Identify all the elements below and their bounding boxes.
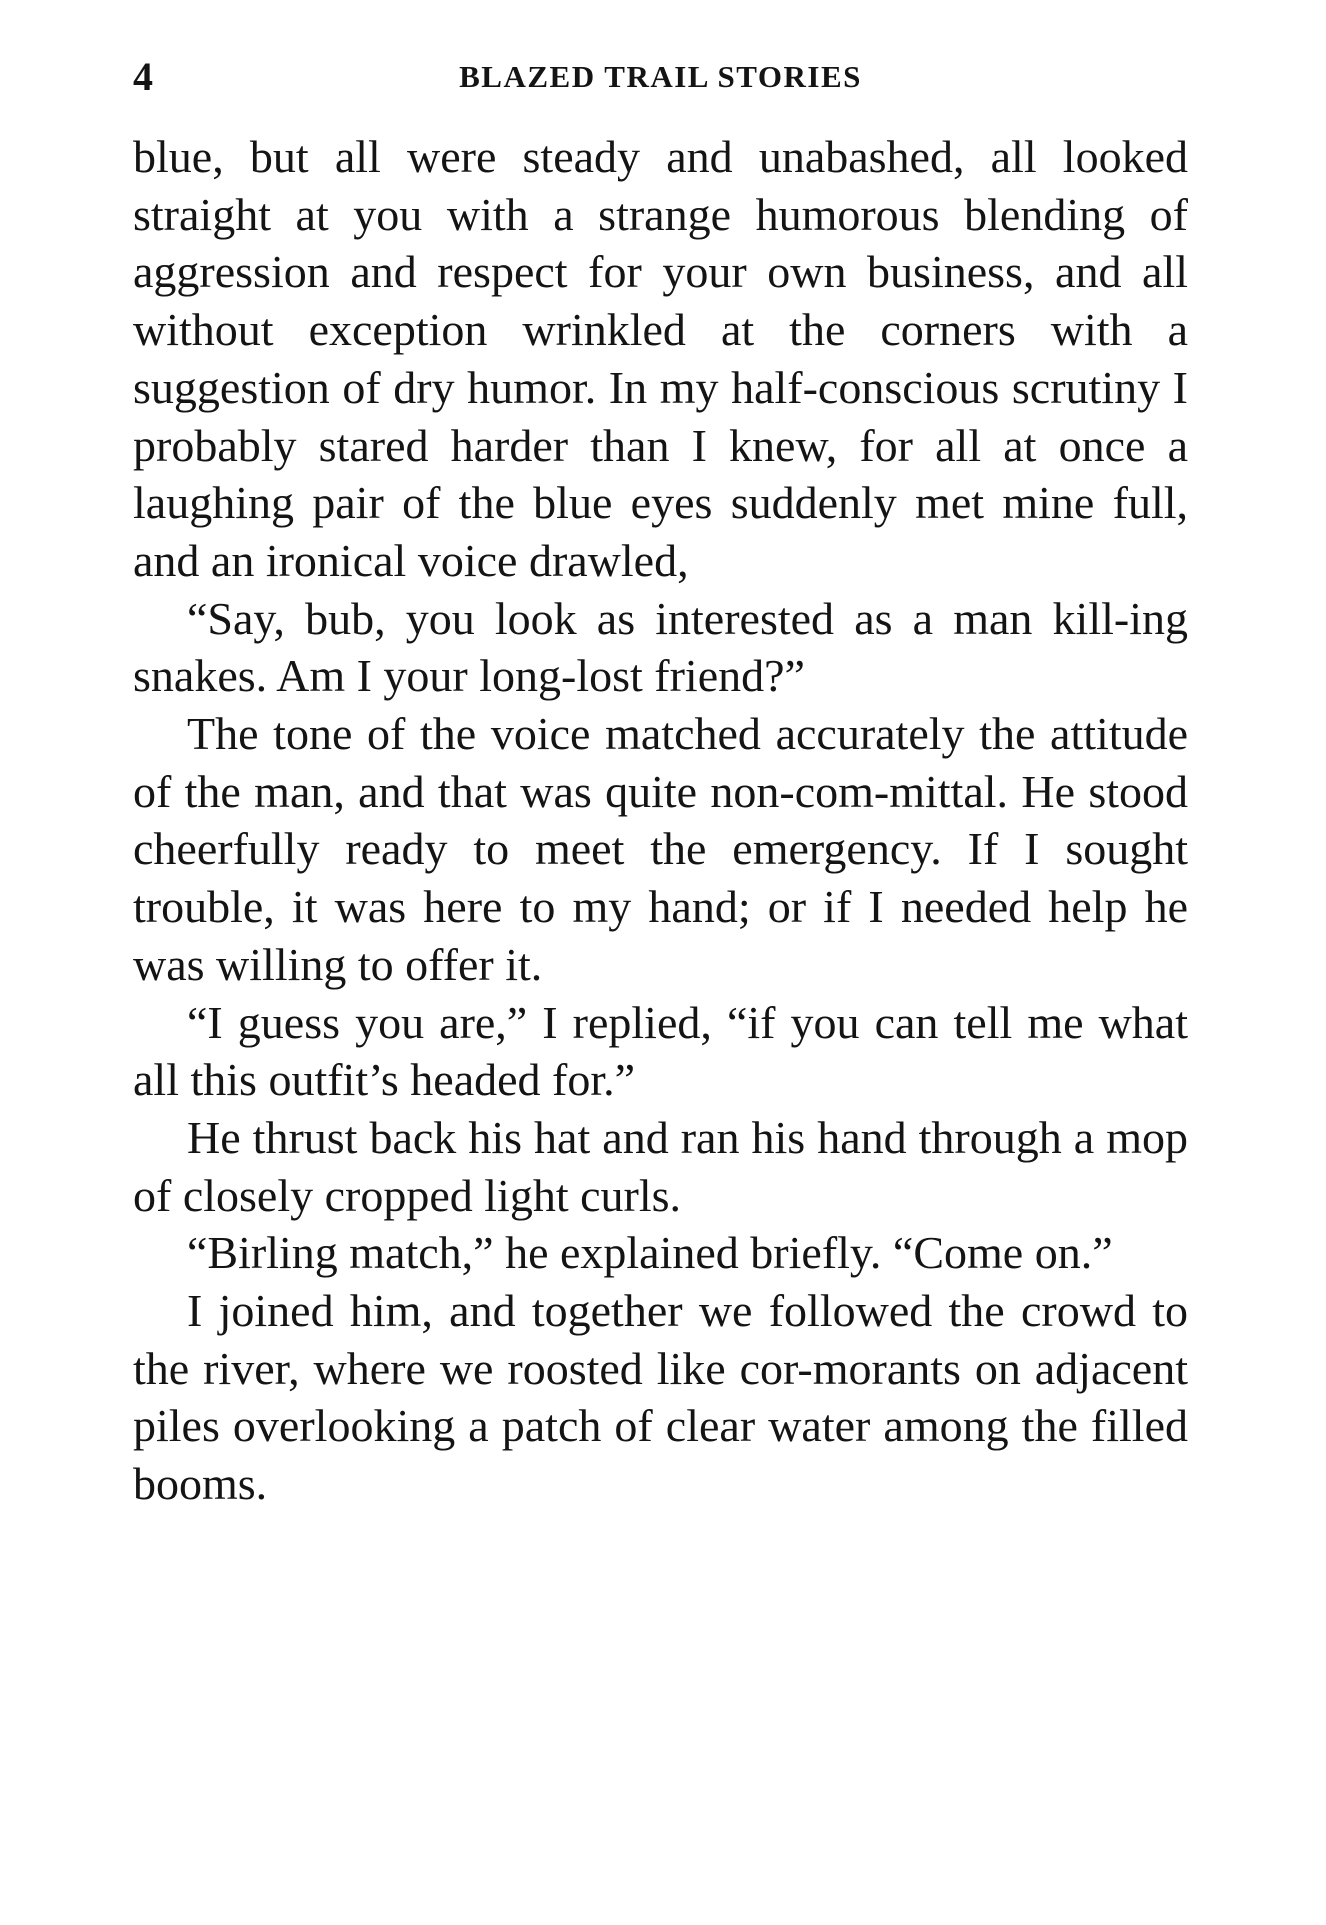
paragraph-dialogue-reply: “I guess you are,” I replied, “if you can tell me what all this outfit’s headed for.”: [133, 996, 1188, 1106]
paragraph-dialogue-stranger: “Say, bub, you look as interested as a man kill-ing snakes. Am I your long-lost friend?”: [133, 592, 1188, 702]
running-title: BLAZED TRAIL STORIES: [459, 59, 862, 94]
paragraph-narration: The tone of the voice matched accurately the attitude of the man, and that was quite non-com-mittal. He stood cheerfully ready to meet the emergency. If I sought trouble, it was here to my hand; or if I needed help he was willing to offer it.: [133, 708, 1188, 990]
page-number: 4: [133, 54, 153, 99]
body-text: [133, 128, 1188, 1513]
paragraph-continued: blue, but all were steady and unabashed, all looked straight at you with a strange humorous blending of aggression and respect for your own business, and all without exception wrinkled at the corners with a suggestion of dry humor. In my half-conscious scrutiny I probably stared harder than I knew, for all at once a laughing pair of the blue eyes suddenly met mine full, and an ironical voice drawled,: [133, 131, 1188, 586]
paragraph-dialogue-birling: “Birling match,” he explained briefly. “Come on.”: [187, 1227, 1113, 1279]
paragraph-closing: I joined him, and together we followed the crowd to the river, where we roosted like cor-morants on adjacent piles overlooking a patch of clear water among the filled booms.: [133, 1285, 1188, 1510]
running-head: [133, 52, 1188, 102]
paragraph-narration-hat: He thrust back his hat and ran his hand through a mop of closely cropped light curls.: [133, 1111, 1188, 1221]
